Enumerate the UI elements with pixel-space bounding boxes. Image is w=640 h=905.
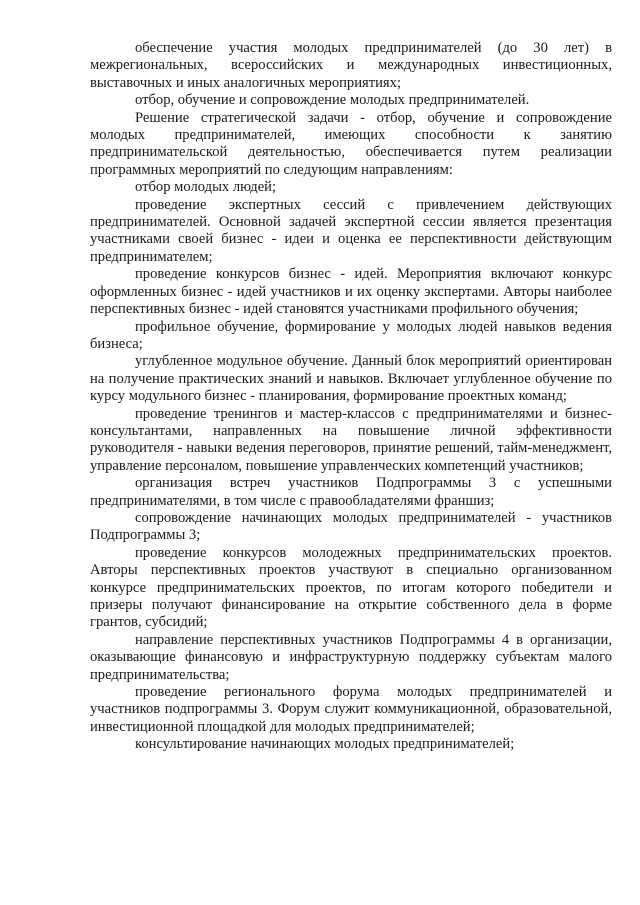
paragraph-participation-events: обеспечение участия молодых предпринимателей (до 30 лет) в межрегиональных, всероссийских и международных инвестиционных, выставочных и иных аналогичных мероприятиях; — [90, 40, 612, 91]
paragraph-trainings-masterclasses: проведение тренингов и мастер-классов с предпринимателями и бизнес-консультантами, направленных на повышение личной эффективности руководителя - навыки ведения переговоров, принятие решений, тайм-менеджмент, управление персоналом, повышение управленческих компетенций участников; — [90, 405, 612, 474]
paragraph-profile-training: профильное обучение, формирование у молодых людей навыков ведения бизнеса; — [90, 318, 612, 352]
paragraph-forum: проведение регионального форума молодых предпринимателей и участников подпрограммы 3. Форум служит коммуникационной, образовательной, инвестиционной площадкой для молодых предпринимателей; — [90, 684, 612, 735]
paragraph-modular-training: углубленное модульное обучение. Данный блок мероприятий ориентирован на получение практических знаний и навыков. Включает углубленное обучение по курсу модульного бизнес - планирования, формирование проектных команд; — [90, 353, 612, 405]
paragraph-expert-sessions: проведение экспертных сессий с привлечением действующих предпринимателей. Основной задачей экспертной сессии является презентация участниками своей бизнес - идеи и оценка ее перспективности действующим предпринимателем; — [90, 196, 612, 265]
paragraph-referral: направление перспективных участников Подпрограммы 4 в организации, оказывающие финансовую и инфраструктурную поддержку субъектам малого предпринимательства; — [90, 631, 612, 683]
paragraph-strategic-task: Решение стратегической задачи - отбор, обучение и сопровождение молодых предпринимателей, имеющих способности к занятию предпринимательской деятельностью, обеспечивается путем реализации программных мероприятий по следующим направлениям: — [90, 109, 612, 178]
paragraph-support: сопровождение начинающих молодых предпринимателей - участников Подпрограммы 3; — [90, 509, 612, 544]
paragraph-idea-contests: проведение конкурсов бизнес - идей. Мероприятия включают конкурс оформленных бизнес - идей участников и их оценку экспертами. Авторы наиболее перспективных бизнес - идей становятся участниками профильного обучения; — [90, 266, 612, 318]
paragraph-meetings: организация встреч участников Подпрограммы 3 с успешными предпринимателями, в том числе с правообладателями франшиз; — [90, 475, 612, 509]
paragraph-project-contests: проведение конкурсов молодежных предпринимательских проектов. Авторы перспективных проектов участвуют в специально организованном конкурсе предпринимательских проектов, по итогам которого победители и призеры получают финансирование на открытие собственного дела в форме грантов, субсидий; — [90, 544, 612, 631]
paragraph-consulting: консультирование начинающих молодых предпринимателей; — [135, 736, 515, 753]
paragraph-selection-youth: отбор молодых людей; — [135, 179, 277, 196]
document-page — [90, 40, 612, 754]
paragraph-selection-training: отбор, обучение и сопровождение молодых предпринимателей. — [135, 92, 530, 109]
